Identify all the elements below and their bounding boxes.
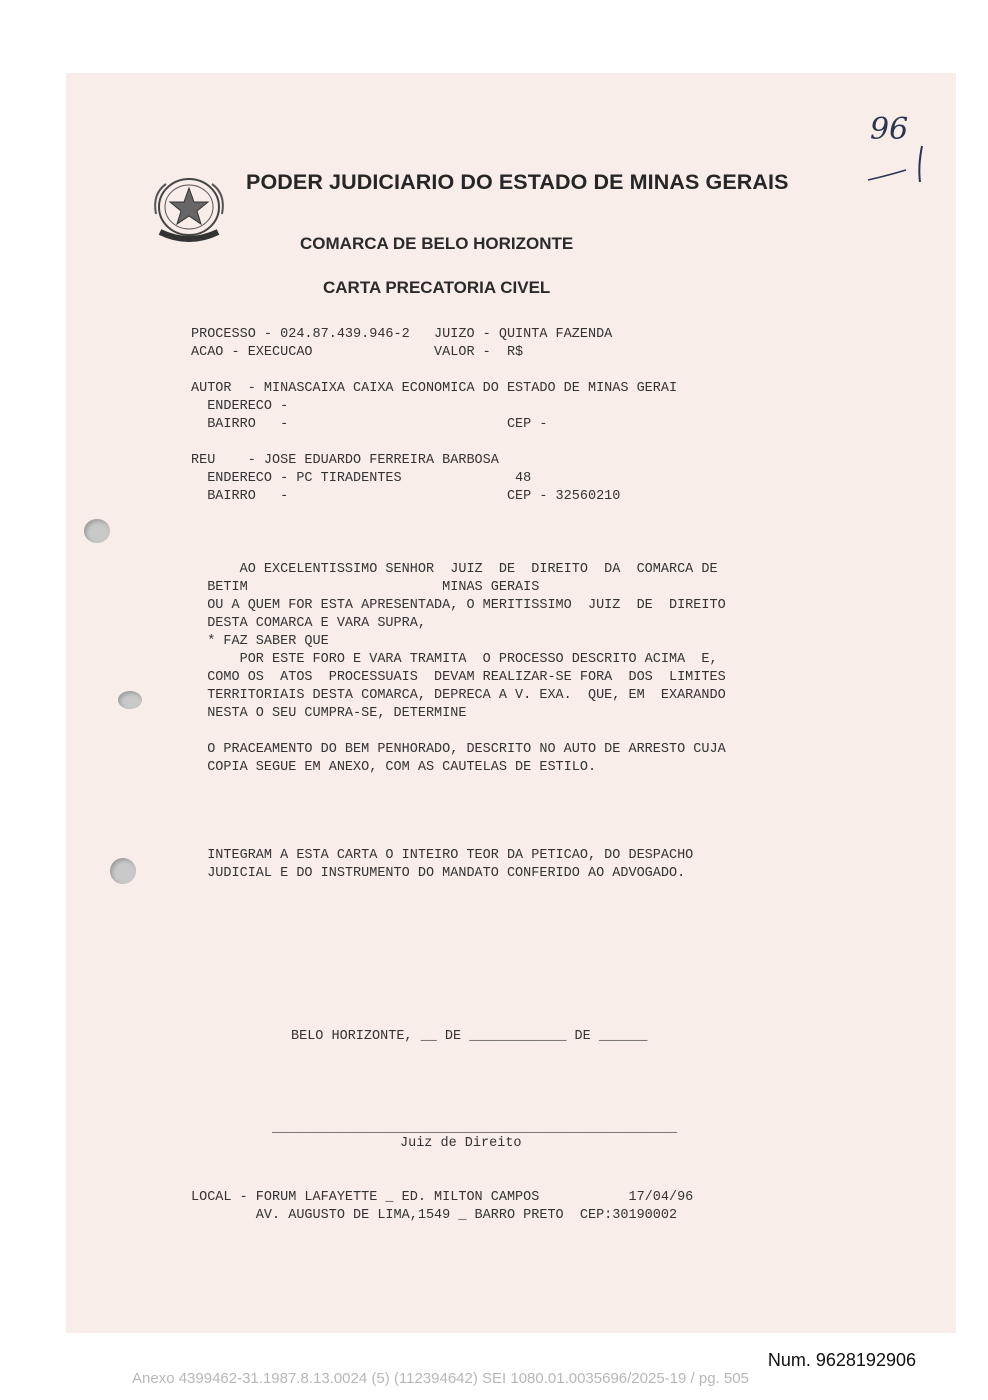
signature-rule: __________________________________________________: [272, 1121, 678, 1136]
binder-hole: [118, 691, 142, 709]
header-title: PODER JUDICIARIO DO ESTADO DE MINAS GERAIS: [246, 170, 789, 194]
handwritten-page-number: 96: [870, 112, 909, 147]
body-line: OU A QUEM FOR ESTA APRESENTADA, O MERITISSIMO JUIZ DE DIREITO: [191, 598, 726, 613]
body-line: INTEGRAM A ESTA CARTA O INTEIRO TEOR DA PETICAO, DO DESPACHO: [191, 848, 694, 863]
document-number: Num. 9628192906: [767, 1350, 916, 1370]
body-line: COPIA SEGUE EM ANEXO, COM AS CAUTELAS DE ESTILO.: [191, 760, 597, 775]
body-line: O PRACEAMENTO DO BEM PENHORADO, DESCRITO NO AUTO DE ARRESTO CUJA: [191, 742, 726, 757]
annex-reference: Anexo 4399462-31.1987.8.13.0024 (5) (112394642) SEI 1080.01.0035696/2025-19 / pg. 505: [132, 1370, 749, 1387]
processo-line: PROCESSO - 024.87.439.946-2 JUIZO - QUINTA FAZENDA: [191, 327, 613, 342]
reu-bairro: BAIRRO - CEP - 32560210: [191, 489, 621, 504]
document-type-title: CARTA PRECATORIA CIVEL: [323, 278, 551, 297]
body-line: POR ESTE FORO E VARA TRAMITA O PROCESSO DESCRITO ACIMA E,: [191, 652, 718, 667]
body-line: JUDICIAL E DO INSTRUMENTO DO MANDATO CONFERIDO AO ADVOGADO.: [191, 866, 686, 881]
state-seal-icon: [148, 174, 230, 246]
body-line: TERRITORIAIS DESTA COMARCA, DEPRECA A V. EXA. QUE, EM EXARANDO: [191, 688, 726, 703]
autor-bairro: BAIRRO - CEP -: [191, 417, 548, 432]
binder-hole: [84, 519, 110, 543]
body-line: COMO OS ATOS PROCESSUAIS DEVAM REALIZAR-SE FORA DOS LIMITES: [191, 670, 726, 685]
date-line: BELO HORIZONTE, __ DE ____________ DE ______: [291, 1029, 648, 1044]
local-line-1: LOCAL - FORUM LAFAYETTE _ ED. MILTON CAMPOS 17/04/96: [191, 1190, 694, 1205]
comarca-title: COMARCA DE BELO HORIZONTE: [300, 234, 574, 253]
autor-line: AUTOR - MINASCAIXA CAIXA ECONOMICA DO ESTADO DE MINAS GERAI: [191, 381, 678, 396]
body-line: * FAZ SABER QUE: [191, 634, 329, 649]
signature-label: Juiz de Direito: [400, 1136, 522, 1151]
body-line: BETIM MINAS GERAIS: [191, 580, 540, 595]
body-line: DESTA COMARCA E VARA SUPRA,: [191, 616, 426, 631]
handwritten-mark-icon: [866, 118, 936, 188]
body-line: NESTA O SEU CUMPRA-SE, DETERMINE: [191, 706, 467, 721]
binder-hole: [110, 858, 136, 884]
local-line-2: AV. AUGUSTO DE LIMA,1549 _ BARRO PRETO CEP:30190002: [191, 1208, 678, 1223]
reu-line: REU - JOSE EDUARDO FERREIRA BARBOSA: [191, 453, 499, 468]
body-line: AO EXCELENTISSIMO SENHOR JUIZ DE DIREITO DA COMARCA DE: [191, 562, 718, 577]
acao-line: ACAO - EXECUCAO VALOR - R$: [191, 345, 524, 360]
autor-endereco: ENDERECO -: [191, 399, 289, 414]
reu-endereco: ENDERECO - PC TIRADENTES 48: [191, 471, 532, 486]
